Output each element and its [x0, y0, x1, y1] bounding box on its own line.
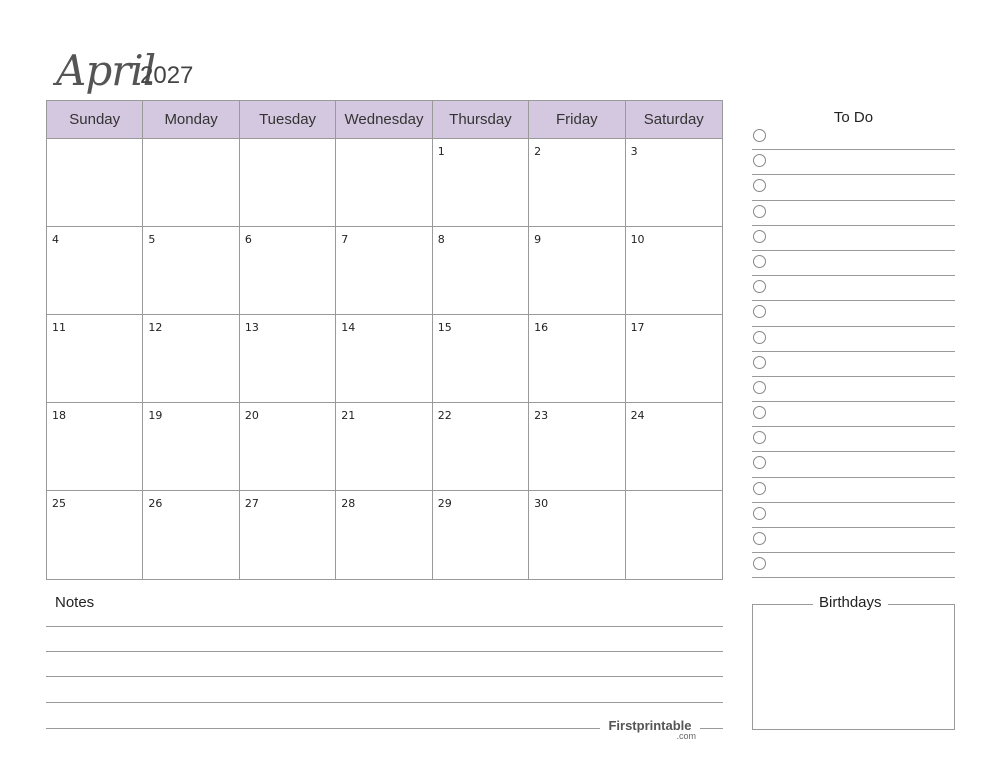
- day-cell: [433, 315, 529, 403]
- weekday-header: Friday: [529, 101, 625, 139]
- checkbox-circle-icon: [753, 356, 766, 369]
- day-cell: [433, 227, 529, 315]
- day-cell: [626, 491, 722, 579]
- day-cell: [529, 315, 625, 403]
- notes-title: Notes: [55, 594, 95, 611]
- todo-item: [752, 553, 955, 578]
- todo-item: [752, 402, 955, 427]
- checkbox-circle-icon: [753, 154, 766, 167]
- todo-item: [752, 226, 955, 251]
- todo-item: [752, 150, 955, 175]
- day-number: 8: [437, 233, 445, 246]
- day-number: 15: [437, 321, 452, 334]
- checkbox-circle-icon: [753, 482, 766, 495]
- brand-tld: .com: [676, 731, 696, 741]
- checkbox-circle-icon: [753, 456, 766, 469]
- day-number: 26: [148, 497, 163, 510]
- todo-item: [752, 251, 955, 276]
- day-number: 28: [341, 497, 356, 510]
- note-line: [46, 626, 723, 627]
- month-name: April: [56, 46, 156, 95]
- todo-item: [752, 427, 955, 452]
- brand-logo: [600, 719, 700, 741]
- day-cell: [143, 315, 239, 403]
- day-number: 29: [437, 497, 452, 510]
- checkbox-circle-icon: [753, 305, 766, 318]
- checkbox-circle-icon: [753, 331, 766, 344]
- day-number: 1: [437, 145, 445, 158]
- todo-item: [752, 175, 955, 200]
- checkbox-circle-icon: [753, 230, 766, 243]
- day-number: 9: [534, 233, 542, 246]
- day-cell: [240, 403, 336, 491]
- calendar-grid: [46, 100, 723, 580]
- todo-item: [752, 528, 955, 553]
- day-cell: [240, 139, 336, 227]
- day-number: 5: [148, 233, 156, 246]
- day-number: 17: [630, 321, 645, 334]
- birthdays-box: [752, 604, 955, 730]
- day-number: 11: [52, 321, 66, 334]
- day-cell: [626, 139, 722, 227]
- day-number: 16: [534, 321, 549, 334]
- day-number: 6: [244, 233, 252, 246]
- note-line: [46, 702, 723, 703]
- weekday-header: Wednesday: [336, 101, 432, 139]
- day-cell: [143, 403, 239, 491]
- checkbox-circle-icon: [753, 381, 766, 394]
- day-number: 22: [437, 409, 452, 422]
- checkbox-circle-icon: [753, 431, 766, 444]
- day-cell: [47, 491, 143, 579]
- day-number: 18: [52, 409, 66, 422]
- checkbox-circle-icon: [753, 532, 766, 545]
- day-number: 25: [52, 497, 66, 510]
- day-number: 13: [244, 321, 259, 334]
- day-number: 19: [148, 409, 163, 422]
- todo-item: [752, 201, 955, 226]
- day-number: 27: [244, 497, 259, 510]
- todo-item: [752, 503, 955, 528]
- day-cell: [336, 227, 432, 315]
- day-cell: [47, 403, 143, 491]
- checkbox-circle-icon: [753, 280, 766, 293]
- todo-list: [752, 125, 955, 578]
- day-cell: [143, 139, 239, 227]
- day-number: 30: [534, 497, 549, 510]
- day-cell: [336, 491, 432, 579]
- day-number: 20: [244, 409, 259, 422]
- day-cell: [626, 315, 722, 403]
- day-number: 23: [534, 409, 549, 422]
- checkbox-circle-icon: [753, 255, 766, 268]
- day-cell: [336, 139, 432, 227]
- weekday-header: Thursday: [433, 101, 529, 139]
- todo-item: [752, 276, 955, 301]
- day-cell: [143, 227, 239, 315]
- todo-item: [752, 352, 955, 377]
- todo-item: [752, 377, 955, 402]
- weekday-header: Sunday: [47, 101, 143, 139]
- weekday-header: Tuesday: [240, 101, 336, 139]
- year-label: 2027: [140, 62, 194, 89]
- day-number: 21: [341, 409, 356, 422]
- todo-item: [752, 327, 955, 352]
- day-cell: [336, 315, 432, 403]
- todo-item: [752, 478, 955, 503]
- todo-title: To Do: [833, 109, 874, 126]
- checkbox-circle-icon: [753, 507, 766, 520]
- note-line: [46, 651, 723, 652]
- day-cell: [47, 227, 143, 315]
- day-cell: [240, 315, 336, 403]
- day-cell: [433, 403, 529, 491]
- day-cell: [529, 139, 625, 227]
- checkbox-circle-icon: [753, 179, 766, 192]
- day-cell: [47, 315, 143, 403]
- checkbox-circle-icon: [753, 406, 766, 419]
- todo-item: [752, 301, 955, 326]
- day-cell: [626, 227, 722, 315]
- day-number: 12: [148, 321, 163, 334]
- day-cell: [529, 403, 625, 491]
- day-cell: [433, 139, 529, 227]
- day-cell: [47, 139, 143, 227]
- weekday-header: Saturday: [626, 101, 722, 139]
- day-number: 14: [341, 321, 356, 334]
- day-cell: [240, 491, 336, 579]
- weekday-header: Monday: [143, 101, 239, 139]
- birthdays-title: Birthdays: [813, 594, 888, 611]
- day-number: 2: [534, 145, 542, 158]
- todo-item: [752, 452, 955, 477]
- todo-item: [752, 125, 955, 150]
- day-cell: [336, 403, 432, 491]
- day-number: 3: [630, 145, 638, 158]
- checkbox-circle-icon: [753, 129, 766, 142]
- day-cell: [143, 491, 239, 579]
- day-cell: [240, 227, 336, 315]
- day-number: 10: [630, 233, 645, 246]
- checkbox-circle-icon: [753, 557, 766, 570]
- checkbox-circle-icon: [753, 205, 766, 218]
- day-number: 24: [630, 409, 645, 422]
- day-number: 7: [341, 233, 349, 246]
- day-number: 4: [52, 233, 59, 246]
- day-cell: [529, 227, 625, 315]
- day-cell: [626, 403, 722, 491]
- brand-name: Firstprintable: [608, 718, 692, 733]
- day-cell: [529, 491, 625, 579]
- day-cell: [433, 491, 529, 579]
- note-line: [46, 676, 723, 677]
